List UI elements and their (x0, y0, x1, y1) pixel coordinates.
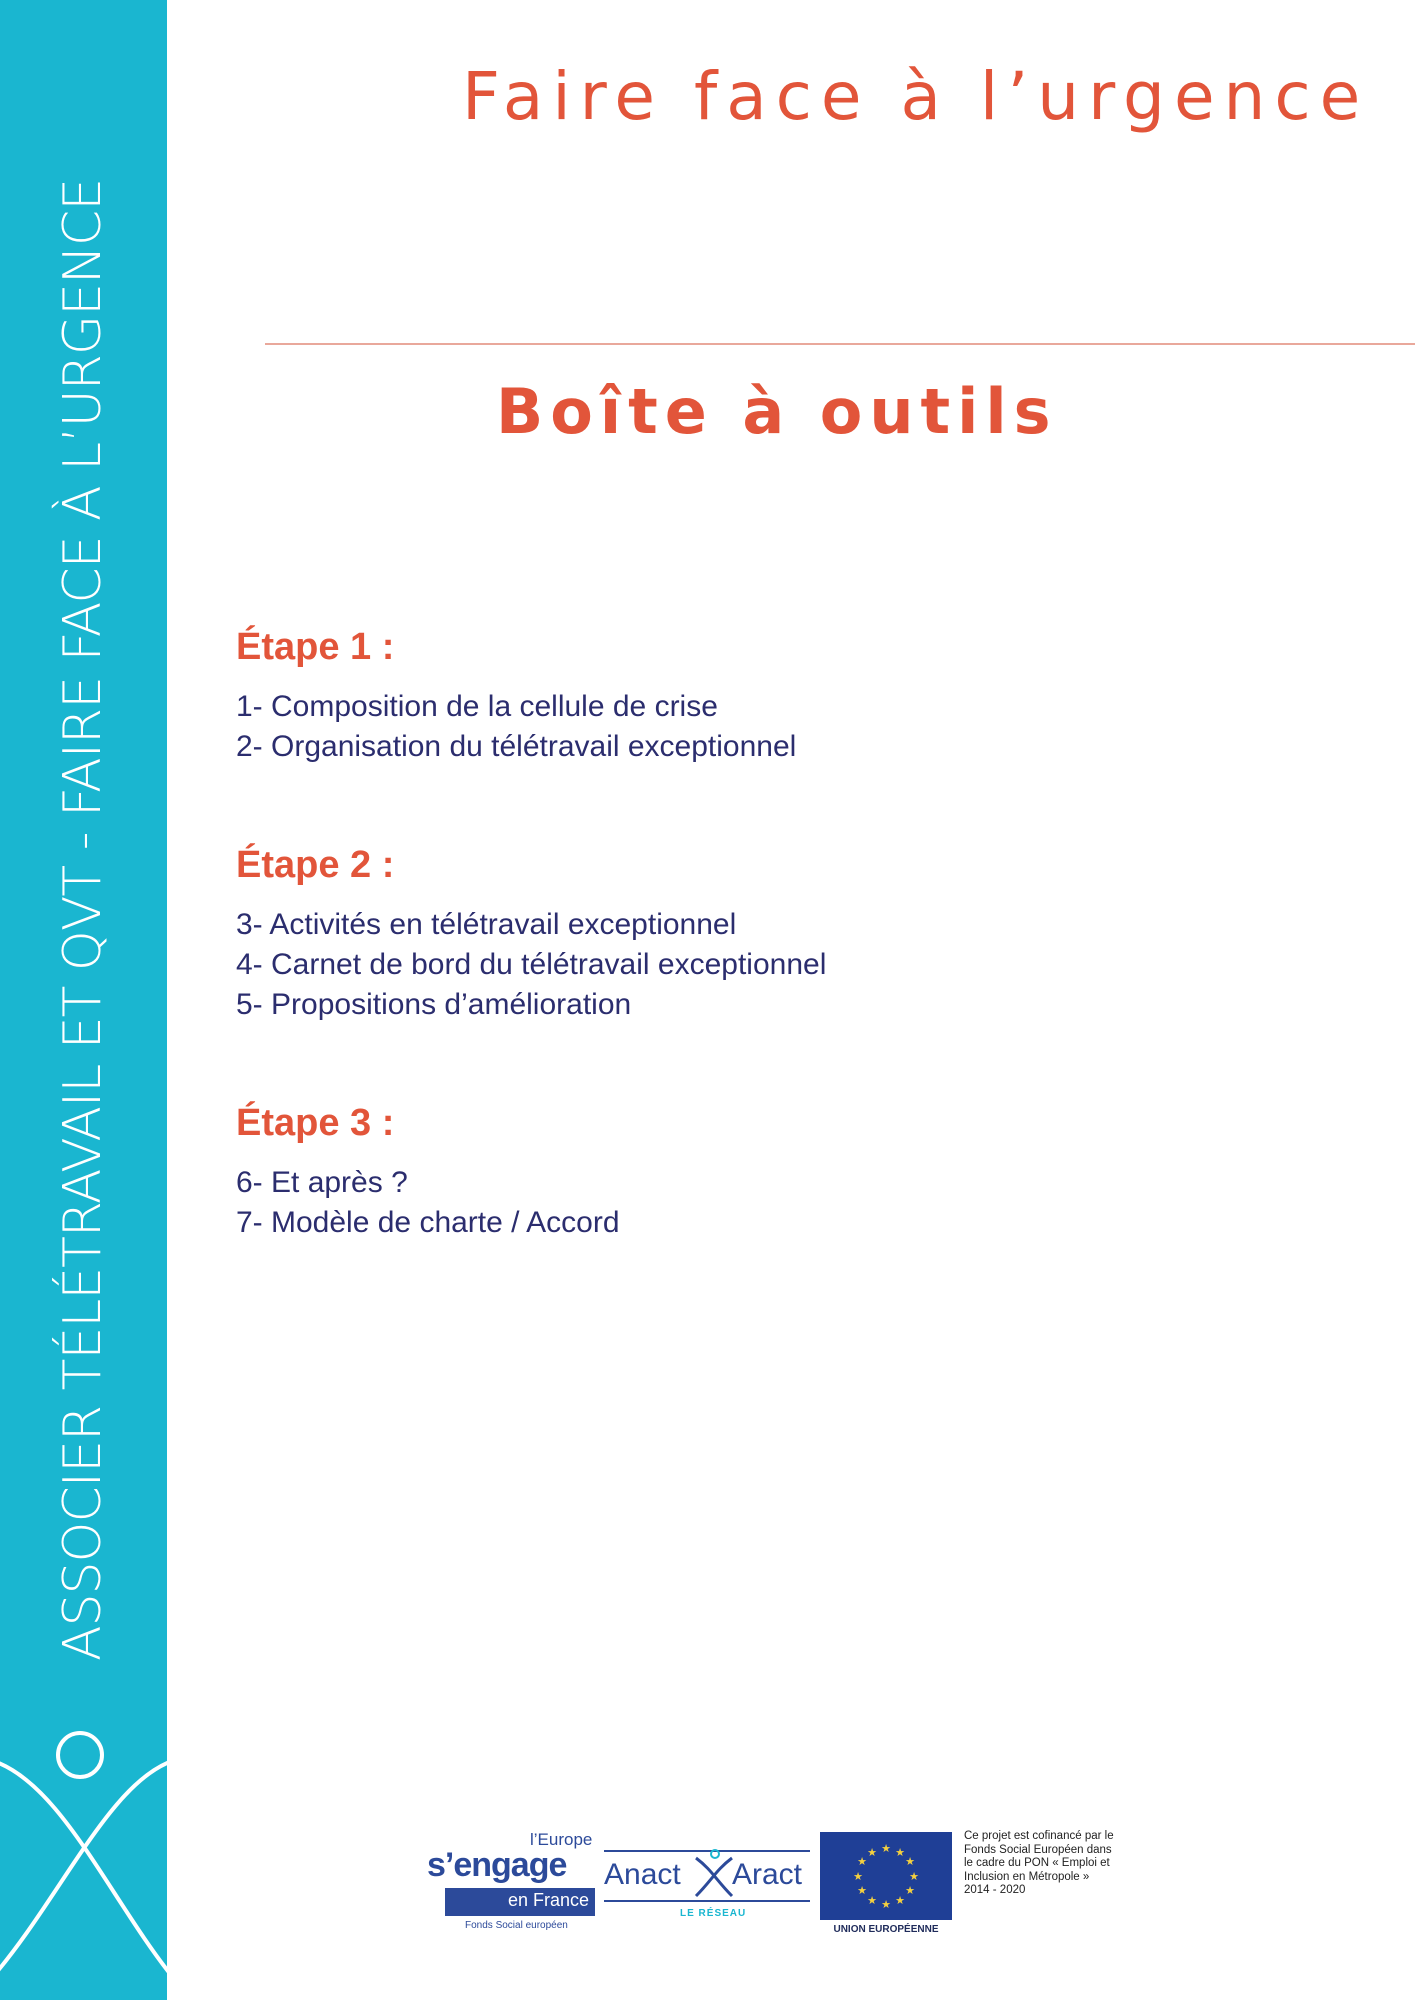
eu-star-icon: ★ (895, 1894, 905, 1907)
page-title: Faire face à l’urgence (462, 58, 1370, 135)
step-item: 1- Composition de la cellule de crise (236, 690, 718, 723)
eu-flag-icon (820, 1832, 952, 1920)
fse-logo-top: l’Europe (530, 1830, 593, 1849)
step-item: 6- Et après ? (236, 1166, 408, 1199)
step-3 (236, 1101, 1336, 1243)
eu-logo (820, 1828, 952, 1938)
step-1 (236, 625, 1336, 767)
fse-logo-box-text: en France (507, 1890, 589, 1910)
step-title: Étape 3 : (236, 1102, 395, 1144)
eu-star-icon: ★ (909, 1870, 919, 1883)
eu-star-icon: ★ (857, 1884, 867, 1897)
anact-left: Anact (604, 1858, 681, 1891)
eu-star-icon: ★ (867, 1894, 877, 1907)
eu-star-icon: ★ (895, 1846, 905, 1859)
sidebar-vertical-title: ASSOCIER TÉLÉTRAVAIL ET QVT - FAIRE FACE À L’URGENCE (53, 178, 113, 1662)
step-title: Étape 1 : (236, 626, 395, 668)
fse-logo-main: s’engage (427, 1846, 567, 1884)
anact-logo (604, 1828, 810, 1938)
fse-logo-box (445, 1888, 595, 1916)
eu-star-icon: ★ (881, 1842, 891, 1855)
step-title: Étape 2 : (236, 844, 395, 886)
step-item: 7- Modèle de charte / Accord (236, 1206, 620, 1239)
fse-logo (425, 1828, 595, 1938)
eu-label: UNION EUROPÉENNE (833, 1924, 939, 1935)
step-item: 3- Activités en télétravail exceptionnel (236, 908, 737, 941)
anact-right: Aract (732, 1858, 803, 1891)
eu-star-icon: ★ (881, 1898, 891, 1911)
fse-logo-foot: Fonds Social européen (465, 1920, 568, 1931)
anact-line-bottom (604, 1900, 810, 1902)
step-2 (236, 843, 1336, 1025)
eu-star-icon: ★ (867, 1846, 877, 1859)
cofinance-note: Ce projet est cofinancé par le Fonds Social Européen dans le cadre du PON « Emploi et Inclusion en Métropole » 2014 - 2020 (964, 1830, 1114, 1896)
sidebar-band (0, 0, 167, 2000)
step-item: 5- Propositions d’amélioration (236, 988, 632, 1021)
eu-star-icon: ★ (853, 1870, 863, 1883)
eu-star-icon: ★ (905, 1855, 915, 1868)
eu-star-icon: ★ (905, 1884, 915, 1897)
page-subtitle: Boîte à outils (496, 375, 1058, 448)
eu-star-icon: ★ (857, 1855, 867, 1868)
step-item: 2- Organisation du télétravail exceptionnel (236, 730, 797, 763)
step-item: 4- Carnet de bord du télétravail exceptionnel (236, 948, 827, 981)
title-divider (265, 343, 1415, 345)
anact-x-icon (694, 1848, 734, 1898)
o-x-motif (0, 1680, 167, 2000)
anact-tag: LE RÉSEAU (680, 1908, 747, 1919)
